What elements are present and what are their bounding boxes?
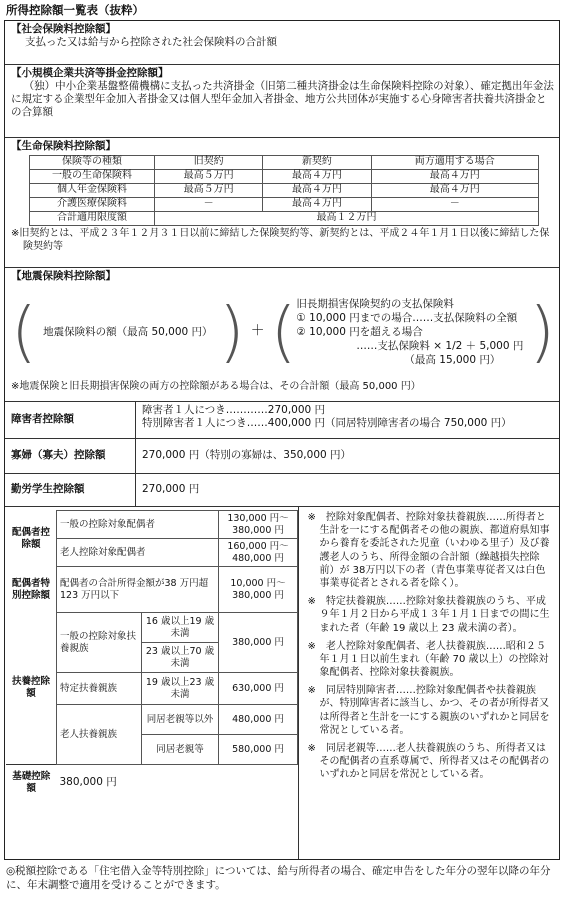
table-cell: 480,000 円 xyxy=(219,705,298,735)
table-cell: 16 歳以上19 歳未満 xyxy=(142,613,219,643)
dependents-section xyxy=(5,507,559,859)
table-cell: 最高４万円 xyxy=(263,184,371,198)
table-row xyxy=(30,212,539,226)
section-note: ※地震保険と旧長期損害保険の両方の控除額がある場合は、その合計額（最高 50,000 円） xyxy=(11,381,421,393)
table-row xyxy=(30,170,539,184)
table-cell: 10,000 円～380,000 円 xyxy=(219,567,298,613)
table-cell: 合計適用限度額 xyxy=(30,212,155,226)
table-cell: 23 歳以上70 歳未満 xyxy=(142,643,219,673)
earthquake-formula xyxy=(11,283,555,381)
section-heading: 【小規模企業共済等掛金控除額】 xyxy=(11,67,169,79)
row-kinro xyxy=(5,474,559,507)
table-cell: 130,000 円～380,000 円 xyxy=(219,511,298,539)
section-body: （独）中小企業基盤整備機構に支払った共済掛金（旧第二種共済掛金は生命保険料控除の対象）、確定拠出年金法に規定する企業型年金加入者掛金又は個人型年金加入者掛金、地方公共団体が実施する心身障害者扶養共済掛金との合算額 xyxy=(11,80,554,119)
section-body: 支払った又は給与から控除された社会保険料の合計額 xyxy=(25,36,277,49)
open-paren-icon: ( xyxy=(270,293,297,371)
table-cell: － xyxy=(155,198,263,212)
table-cell: 160,000 円～480,000 円 xyxy=(219,539,298,567)
row-label: 障害者控除額 xyxy=(5,402,136,438)
table-row xyxy=(6,765,298,801)
column-header: 保険等の種類 xyxy=(30,156,155,170)
deduction-table xyxy=(4,20,560,860)
note-item: ※ 同居特別障害者……控除対象配偶者や扶養親族が、特別障害者に該当し、かつ、その者が所得者又は所得者と生計を一にする親族のいずれかと同居を常況としている者。 xyxy=(307,685,550,736)
table-header-row xyxy=(30,156,539,170)
section-note: ※旧契約とは、平成２３年１２月３１日以前に締結した保険契約等、新契約とは、平成２４年１月１日以後に締結した保険契約等 xyxy=(11,228,550,252)
section-heading: 【社会保険料控除額】 xyxy=(11,23,116,35)
table-cell: 配偶者の合計所得金額が38 万円超 123 万円以下 xyxy=(57,567,219,613)
table-cell: 同居老親等以外 xyxy=(142,705,219,735)
table-cell: 一般の控除対象扶養親族 xyxy=(57,613,142,673)
table-cell: － xyxy=(371,198,538,212)
close-paren-icon: ) xyxy=(218,293,245,371)
old-long-term-block xyxy=(296,297,529,368)
footer-note: ◎税額控除である「住宅借入金等特別控除」については、給与所得者の場合、確定申告をした年分の翌年以降の年分に、年末調整で適用を受けることができます。 xyxy=(6,865,551,892)
row-value: 270,000 円 xyxy=(142,483,200,496)
spouse-label: 配偶者控除額 xyxy=(11,526,50,550)
section-shakai xyxy=(5,21,559,65)
note-item: ※ 特定扶養親族……控除対象扶養親族のうち、平成９年１月２日から平成１３年１月１日までの間に生まれた者（年齢 19 歳以上 23 歳未満の者）。 xyxy=(307,596,550,634)
table-cell: 380,000 円 xyxy=(219,613,298,673)
column-header: 両方適用する場合 xyxy=(371,156,538,170)
table-cell: 最高４万円 xyxy=(263,170,371,184)
table-cell: 介護医療保険料 xyxy=(30,198,155,212)
table-cell: 最高４万円 xyxy=(371,184,538,198)
table-cell: 630,000 円 xyxy=(219,673,298,705)
table-row xyxy=(30,198,539,212)
table-cell: 老人控除対象配偶者 xyxy=(57,539,219,567)
page xyxy=(4,0,560,896)
row-value-line: 障害者１人につき…………270,000 円 xyxy=(142,404,326,416)
dependents-label: 扶養控除額 xyxy=(11,676,50,700)
section-heading: 【地震保険料控除額】 xyxy=(11,270,116,282)
table-cell: 580,000 円 xyxy=(219,735,298,765)
table-cell: 19 歳以上23 歳未満 xyxy=(142,673,219,705)
old-long-term-title: 旧長期損害保険契約の支払保険料 xyxy=(296,297,454,310)
table-cell: 380,000 円 xyxy=(57,765,298,801)
note-item: ※ 控除対象配偶者、控除対象扶養親族……所得者と生計を一にする配偶者その他の親族、都道府県知事から養育を委託された児童（いわゆる里子）及び養護老人のうち、所得金額の合計額（繰越損失控除前）が 38万円以下の者（青色事業専従者又は白色事業専従者とされる者を除く）。 xyxy=(307,512,550,589)
open-paren-icon: ( xyxy=(11,293,37,371)
table-cell: 最高５万円 xyxy=(155,184,263,198)
note-item: ※ 老人控除対象配偶者、老人扶養親族……昭和２５年１月１日以前生まれ（年齢 70 歳以上）の控除対象配偶者、控除対象扶養親族。 xyxy=(307,640,549,679)
spouse-special-label: 配偶者特別控除額 xyxy=(11,577,50,601)
table-cell: 一般の控除対象配偶者 xyxy=(57,511,219,539)
row-value xyxy=(136,402,518,438)
table-row xyxy=(6,613,298,643)
table-row xyxy=(6,567,298,613)
basic-label: 基礎控除額 xyxy=(6,765,57,801)
note-item: ※ 同居老親等……老人扶養親族のうち、所得者又はその配偶者の直系尊属で、所得者又はその配偶者のいずれかと同居を常況としている者。 xyxy=(307,743,550,781)
table-row xyxy=(6,511,298,539)
earthquake-amount: 地震保険料の額（最高 50,000 円） xyxy=(43,325,213,338)
table-cell: 個人年金保険料 xyxy=(30,184,155,198)
table-cell: 最高５万円 xyxy=(155,170,263,184)
row-shogai xyxy=(5,402,559,439)
row-value: 270,000 円（特別の寡婦は、350,000 円） xyxy=(142,449,352,462)
table-row xyxy=(30,184,539,198)
old-long-term-rule-1: ① 10,000 円までの場合……支払保険料の全額 xyxy=(296,311,518,324)
old-long-term-formula: ……支払保険料 × 1/2 ＋ 5,000 円 xyxy=(356,340,524,353)
column-header: 新契約 xyxy=(263,156,371,170)
dependents-table-area xyxy=(5,507,299,859)
table-cell: 最高１２万円 xyxy=(155,212,539,226)
table-cell: 最高４万円 xyxy=(371,170,538,184)
column-header: 旧契約 xyxy=(155,156,263,170)
table-cell: 最高４万円 xyxy=(263,198,371,212)
plus-sign: ＋ xyxy=(250,323,265,340)
old-long-term-max: （最高 15,000 円） xyxy=(404,354,501,367)
section-jishin xyxy=(5,268,559,402)
table-cell: 老人扶養親族 xyxy=(57,705,142,765)
table-cell: 一般の生命保険料 xyxy=(30,170,155,184)
row-value-line: 特別障害者１人につき……400,000 円（同居特別障害者の場合 750,000 円） xyxy=(142,417,512,430)
row-kafu xyxy=(5,439,559,474)
row-label: 勤労学生控除額 xyxy=(5,474,136,506)
dependents-table xyxy=(6,510,298,801)
row-label: 寡婦（寡夫）控除額 xyxy=(5,439,136,473)
life-insurance-table xyxy=(29,155,539,226)
page-title: 所得控除額一覧表（抜粋） xyxy=(6,3,144,17)
old-long-term-rule-2: ② 10,000 円を超える場合 xyxy=(296,326,423,339)
section-seimei xyxy=(5,138,559,268)
section-heading: 【生命保険料控除額】 xyxy=(11,140,116,152)
close-paren-icon: ) xyxy=(529,293,555,371)
section-shokibo xyxy=(5,65,559,138)
notes-column xyxy=(299,507,559,859)
table-cell: 特定扶養親族 xyxy=(57,673,142,705)
table-cell: 同居老親等 xyxy=(142,735,219,765)
